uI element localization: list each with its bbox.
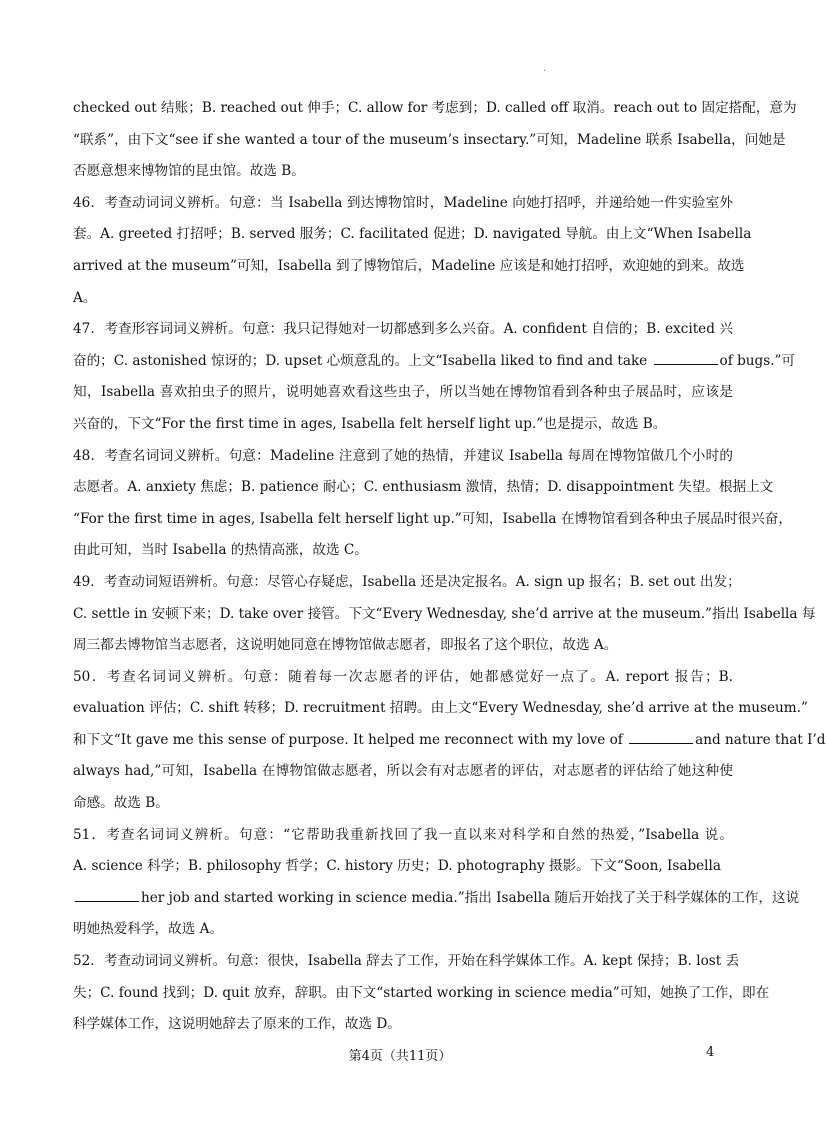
- text-line: A。: [73, 289, 97, 306]
- text-line: 命感。故选 B。: [73, 795, 169, 812]
- text-line: 否愿意想来博物馆的昆虫馆。故选 B。: [73, 163, 305, 180]
- fill-in-blank: [654, 352, 718, 365]
- text-line: 52．考查动词词义辨析。句意：很快，Isabella 辞去了工作，开始在科学媒体工作。A. kept 保持；B. lost 丢: [73, 953, 740, 970]
- text-line: always had,”可知，Isabella 在博物馆做志愿者，所以会有对志愿者的评估，对志愿者的评估给了她这种使: [73, 763, 733, 780]
- text-line: evaluation 评估；C. shift 转移；D. recruitment 招聘。由上文“Every Wednesday, she’d arrive at the museum.”: [73, 700, 808, 717]
- text-line: 兴奋的，下文“For the first time in ages, Isabella felt herself light up.”也是提示，故选 B。: [73, 415, 667, 432]
- text-line: 51．考查名词词义辨析。句意：“它帮助我重新找回了我一直以来对科学和自然的热爱，”Isabella 说。: [73, 826, 733, 843]
- text-segment: her job and started working in science media.”指出 Isabella 随后开始找了关于科学媒体的工作，这说: [141, 889, 800, 906]
- text-line: 明她热爱科学，故选 A。: [73, 921, 224, 938]
- text-line: 知，Isabella 喜欢拍虫子的照片，说明她喜欢看这些虫子，所以当她在博物馆看到各种虫子展品时，应该是: [73, 384, 733, 401]
- text-line: [73, 725, 826, 757]
- page-footer-label: 第4页（共11页）: [348, 1049, 452, 1064]
- text-line: C. settle in 安顿下来；D. take over 接管。下文“Every Wednesday, she’d arrive at the museum.”指出 Isabella 每: [73, 605, 816, 622]
- text-line: 失；C. found 找到；D. quit 放弃，辞职。由下文“started working in science media”可知，她换了工作，即在: [73, 984, 770, 1001]
- text-line: [73, 883, 800, 915]
- text-line: 50．考查名词词义辨析。句意：随着每一次志愿者的评估，她都感觉好一点了。A. report 报告；B.: [73, 668, 733, 685]
- text-segment: 奋的；C. astonished 惊讶的；D. upset 心烦意乱的。上文“Isabella liked to find and take: [73, 352, 652, 369]
- text-line: 套。A. greeted 打招呼；B. served 服务；C. facilitated 促进；D. navigated 导航。由上文“When Isabella: [73, 226, 752, 243]
- text-line: “联系”，由下文“see if she wanted a tour of the museum’s insectary.”可知，Madeline 联系 Isabella，问她是: [73, 131, 786, 148]
- header-mark: ·: [543, 66, 547, 77]
- fill-in-blank: [75, 889, 139, 902]
- text-line: 49．考查动词短语辨析。句意：尽管心存疑虑，Isabella 还是决定报名。A. sign up 报名；B. set out 出发；: [73, 573, 741, 590]
- text-segment: of bugs.”可: [719, 352, 796, 369]
- text-line: 由此可知，当时 Isabella 的热情高涨，故选 C。: [73, 542, 368, 559]
- text-line: [73, 346, 796, 378]
- text-line: A. science 科学；B. philosophy 哲学；C. history 历史；D. photography 摄影。下文“Soon, Isabella: [73, 858, 721, 875]
- text-line: arrived at the museum”可知，Isabella 到了博物馆后，Madeline 应该是和她打招呼，欢迎她的到来。故选: [73, 257, 745, 274]
- text-line: checked out 结账；B. reached out 伸手；C. allow for 考虑到；D. called off 取消。reach out to 固定搭配，意为: [73, 100, 797, 116]
- text-line: “For the first time in ages, Isabella felt herself light up.”可知，Isabella 在博物馆看到各种虫子展品时很兴奋，: [73, 510, 792, 527]
- text-segment: and nature that I’d: [695, 731, 826, 748]
- text-line: 47．考查形容词词义辨析。句意：我只记得她对一切都感到多么兴奋。A. confident 自信的；B. excited 兴: [73, 321, 733, 338]
- text-line: 周三都去博物馆当志愿者，这说明她同意在博物馆做志愿者，即报名了这个职位，故选 A。: [73, 637, 618, 654]
- text-segment: 和下文“It gave me this sense of purpose. It helped me reconnect with my love of: [73, 731, 628, 748]
- text-line: 志愿者。A. anxiety 焦虑；B. patience 耐心；C. enthusiasm 激情，热情；D. disappointment 失望。根据上文: [73, 479, 774, 496]
- text-line: 科学媒体工作，这说明她辞去了原来的工作，故选 D。: [73, 1016, 401, 1033]
- page-number: 4: [706, 1045, 715, 1060]
- text-line: 48．考查名词词义辨析。句意：Madeline 注意到了她的热情，并建议 Isabella 每周在博物馆做几个小时的: [73, 447, 733, 464]
- answer-explanation-body: [73, 93, 826, 1041]
- fill-in-blank: [629, 731, 693, 744]
- text-line: 46．考查动词词义辨析。句意：当 Isabella 到达博物馆时，Madeline 向她打招呼，并递给她一件实验室外: [73, 194, 733, 211]
